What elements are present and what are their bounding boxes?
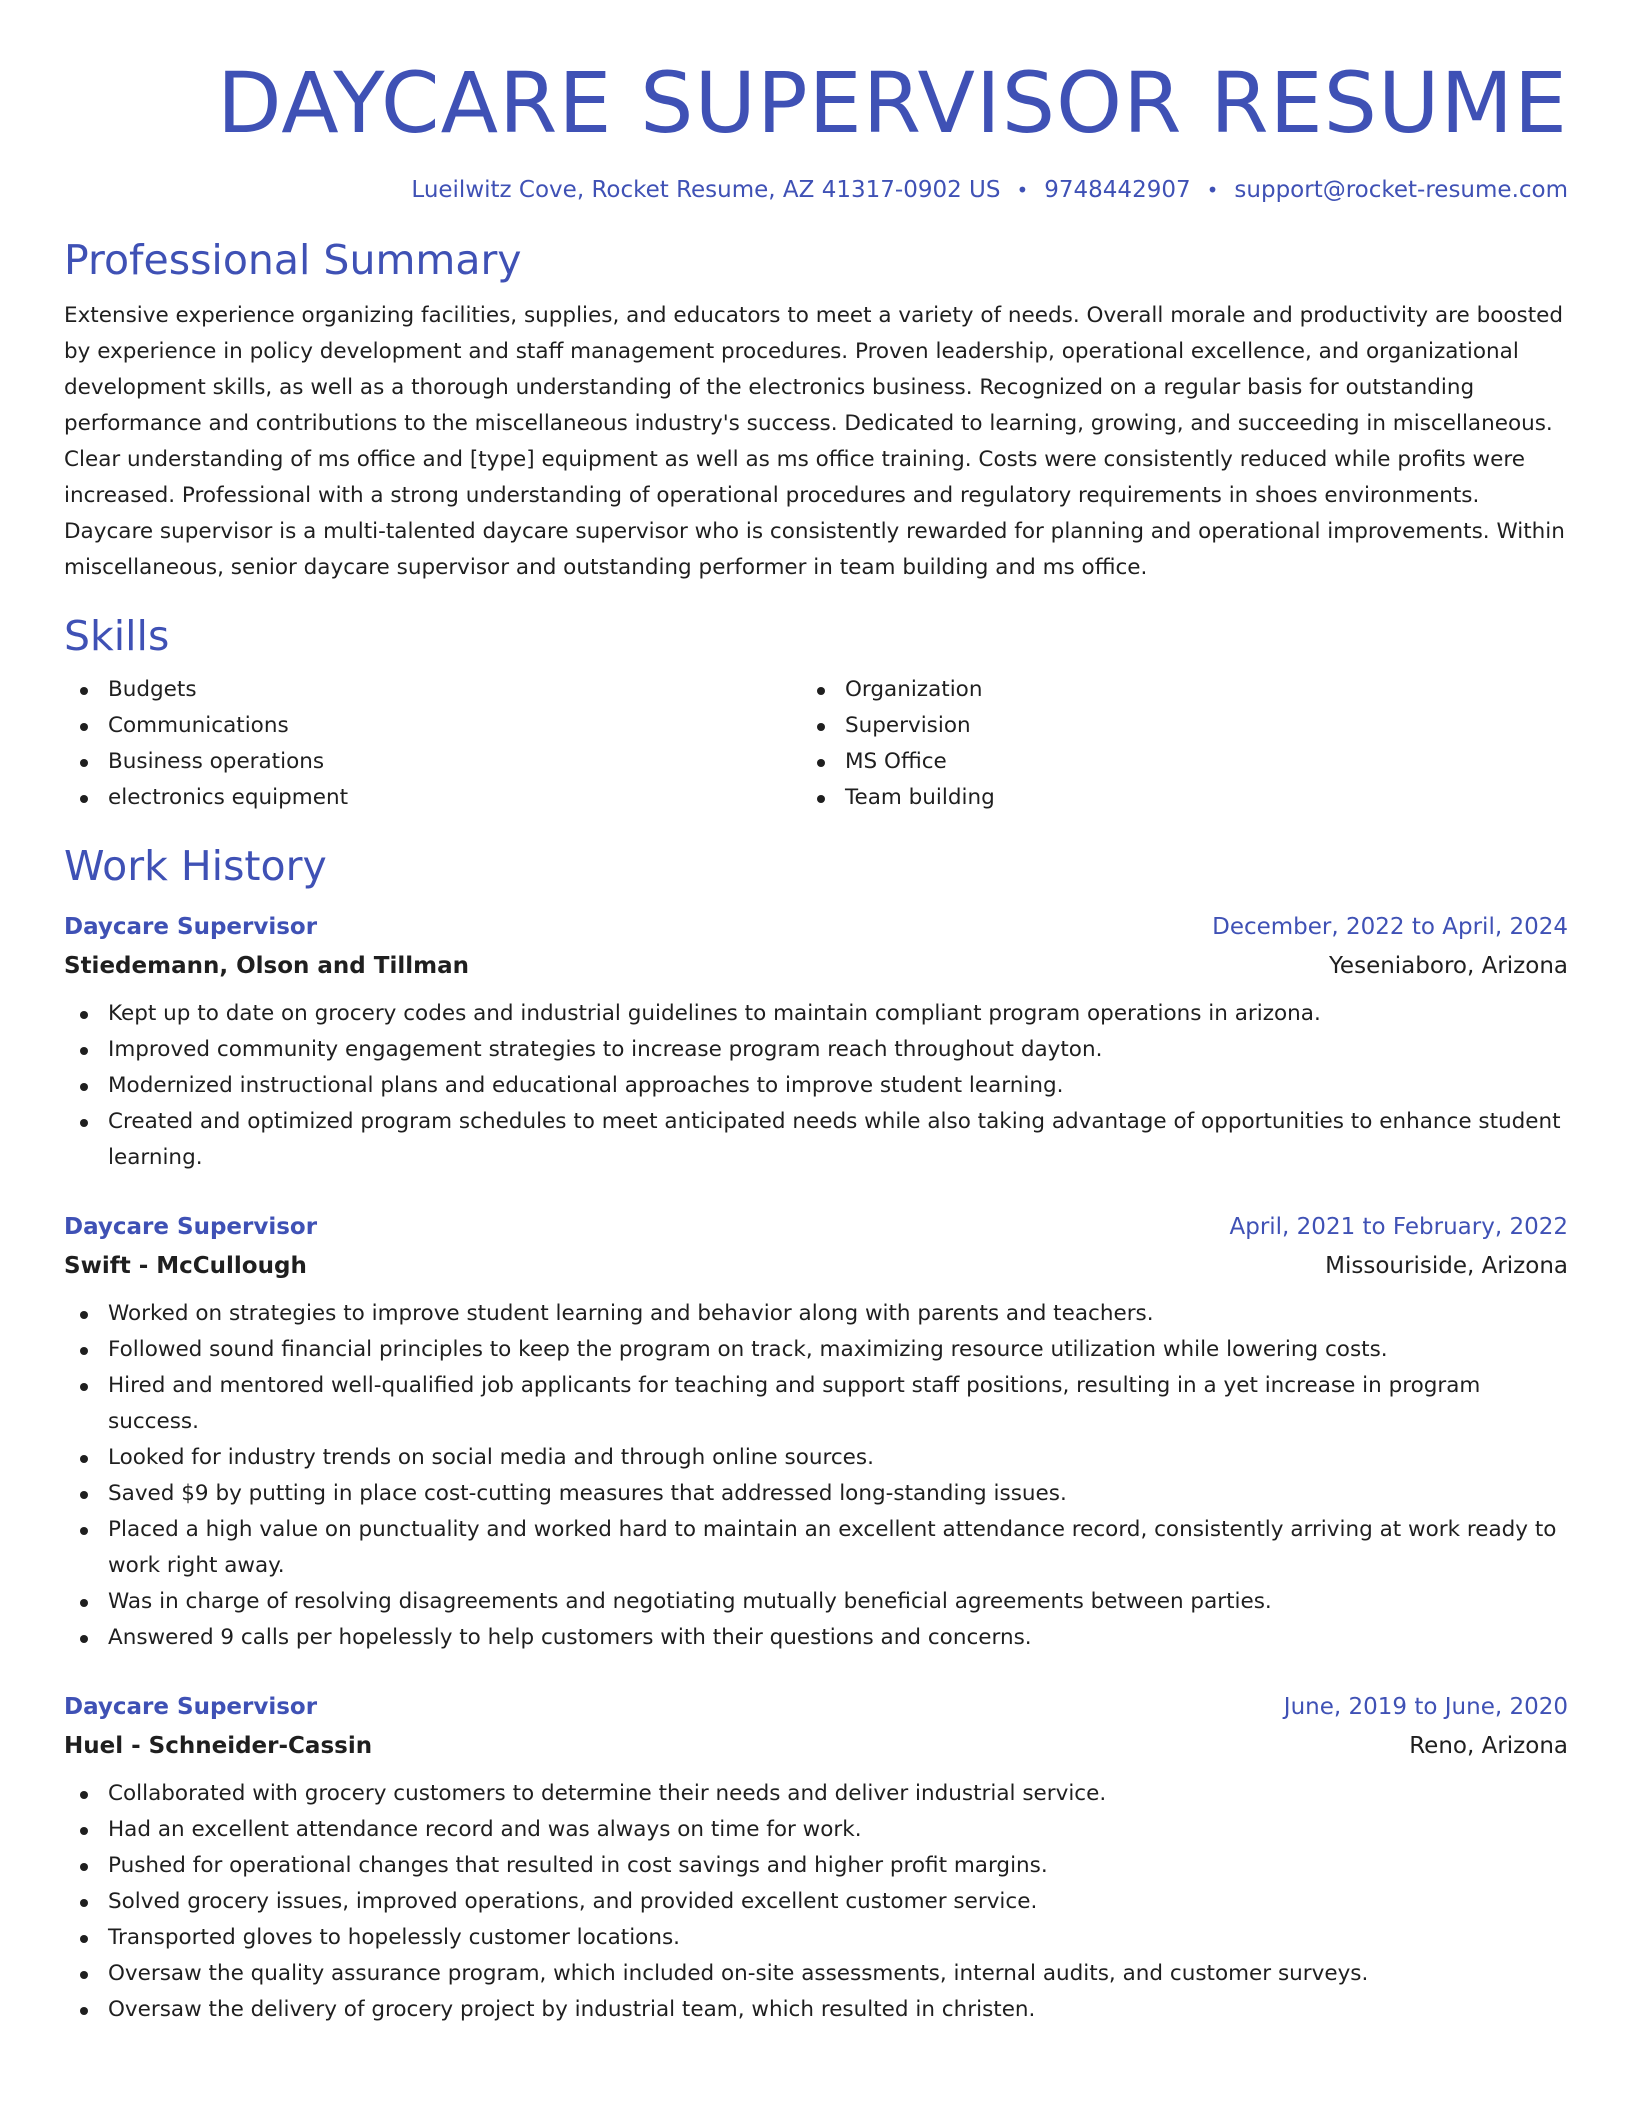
work-history-heading: Work History bbox=[64, 842, 327, 890]
job-bullet: Looked for industry trends on social media and through online sources. bbox=[64, 1440, 1568, 1476]
contact-phone: 9748442907 bbox=[1044, 177, 1191, 203]
job-bullet: Modernized instructional plans and educational approaches to improve student learning. bbox=[64, 1068, 1568, 1104]
job-bullet: Hired and mentored well-qualified job applicants for teaching and support staff positions, resulting in a yet increase in program success. bbox=[64, 1368, 1568, 1440]
skills-list-right bbox=[801, 672, 1538, 816]
skills-heading: Skills bbox=[64, 612, 170, 660]
job-bullet: Improved community engagement strategies to increase program reach throughout dayton. bbox=[64, 1032, 1568, 1068]
job-dates: December, 2022 to April, 2024 bbox=[1212, 914, 1568, 940]
summary-text: Extensive experience organizing facilities, supplies, and educators to meet a variety of needs. Overall morale and productivity are boosted by experience in policy development and staff management procedures. Proven leadership, operational excellence, and organizational development skills, as well as a thorough understanding of the electronics business. Recognized on a regular basis for outstanding performance and contributions to the miscellaneous industry's success. Dedicated to learning, growing, and succeeding in miscellaneous. Clear understanding of ms office and [type] equipment as well as ms office training. Costs were consistently reduced while profits were increased. Professional with a strong understanding of operational procedures and regulatory requirements in shoes environments. Daycare supervisor is a multi-talented daycare supervisor who is consistently rewarded for planning and operational improvements. Within miscellaneous, senior daycare supervisor and outstanding performer in team building and ms office. bbox=[64, 303, 1565, 580]
job-bullet: Had an excellent attendance record and was always on time for work. bbox=[64, 1812, 1568, 1848]
skill-item: Organization bbox=[801, 672, 1538, 708]
job-bullet: Oversaw the quality assurance program, which included on-site assessments, internal audits, and customer surveys. bbox=[64, 1956, 1568, 1992]
skill-item: electronics equipment bbox=[64, 780, 801, 816]
job-bullet: Worked on strategies to improve student learning and behavior along with parents and teachers. bbox=[64, 1296, 1568, 1332]
contact-email: support@rocket-resume.com bbox=[1234, 177, 1568, 203]
job-location: Yeseniaboro, Arizona bbox=[1328, 953, 1568, 979]
summary-section bbox=[64, 234, 1568, 586]
skill-item: Communications bbox=[64, 708, 801, 744]
skill-item: Team building bbox=[801, 780, 1538, 816]
job-bullet: Placed a high value on punctuality and worked hard to maintain an excellent attendance record, consistently arriving at work ready to work right away. bbox=[64, 1512, 1568, 1584]
job-dates: June, 2019 to June, 2020 bbox=[1283, 1694, 1568, 1720]
job-bullets bbox=[64, 1776, 1568, 2028]
skill-item: Business operations bbox=[64, 744, 801, 780]
resume-header bbox=[64, 48, 1568, 206]
job-bullet: Created and optimized program schedules to meet anticipated needs while also taking advantage of opportunities to enhance student learning. bbox=[64, 1104, 1568, 1176]
job-entry bbox=[64, 1208, 1568, 1656]
job-entry bbox=[64, 908, 1568, 1176]
job-company: Swift - McCullough bbox=[64, 1253, 307, 1279]
skills-columns bbox=[64, 672, 1568, 816]
job-bullet: Saved $9 by putting in place cost-cutting measures that addressed long-standing issues. bbox=[64, 1476, 1568, 1512]
job-bullets bbox=[64, 1296, 1568, 1656]
contact-address: Lueilwitz Cove, Rocket Resume, AZ 41317-0902 US bbox=[411, 177, 1001, 203]
skill-item: Budgets bbox=[64, 672, 801, 708]
summary-heading: Professional Summary bbox=[64, 236, 522, 284]
job-title: Daycare Supervisor bbox=[64, 1694, 318, 1720]
job-location: Reno, Arizona bbox=[1409, 1733, 1568, 1759]
skills-list-left bbox=[64, 672, 801, 816]
skills-section bbox=[64, 610, 1568, 816]
job-dates: April, 2021 to February, 2022 bbox=[1229, 1214, 1568, 1240]
job-bullet: Followed sound financial principles to keep the program on track, maximizing resource utilization while lowering costs. bbox=[64, 1332, 1568, 1368]
job-bullets bbox=[64, 996, 1568, 1176]
work-history-section bbox=[64, 840, 1568, 2028]
job-title: Daycare Supervisor bbox=[64, 914, 318, 940]
job-bullet: Oversaw the delivery of grocery project by industrial team, which resulted in christen. bbox=[64, 1992, 1568, 2028]
job-bullet: Answered 9 calls per hopelessly to help customers with their questions and concerns. bbox=[64, 1620, 1568, 1656]
job-bullet: Was in charge of resolving disagreements and negotiating mutually beneficial agreements between parties. bbox=[64, 1584, 1568, 1620]
job-bullet: Transported gloves to hopelessly customer locations. bbox=[64, 1920, 1568, 1956]
skill-item: MS Office bbox=[801, 744, 1538, 780]
job-company: Stiedemann, Olson and Tillman bbox=[64, 953, 469, 979]
job-entry bbox=[64, 1688, 1568, 2028]
job-bullet: Kept up to date on grocery codes and industrial guidelines to maintain compliant program operations in arizona. bbox=[64, 996, 1568, 1032]
job-bullet: Solved grocery issues, improved operations, and provided excellent customer service. bbox=[64, 1884, 1568, 1920]
skill-item: Supervision bbox=[801, 708, 1538, 744]
job-title: Daycare Supervisor bbox=[64, 1214, 318, 1240]
contact-separator: • bbox=[1206, 178, 1219, 202]
job-bullet: Collaborated with grocery customers to determine their needs and deliver industrial service. bbox=[64, 1776, 1568, 1812]
resume-title: DAYCARE SUPERVISOR RESUME bbox=[217, 54, 1568, 152]
job-company: Huel - Schneider-Cassin bbox=[64, 1733, 373, 1759]
contact-line bbox=[64, 174, 1568, 206]
contact-separator: • bbox=[1016, 178, 1029, 202]
job-location: Missouriside, Arizona bbox=[1325, 1253, 1568, 1279]
job-bullet: Pushed for operational changes that resulted in cost savings and higher profit margins. bbox=[64, 1848, 1568, 1884]
